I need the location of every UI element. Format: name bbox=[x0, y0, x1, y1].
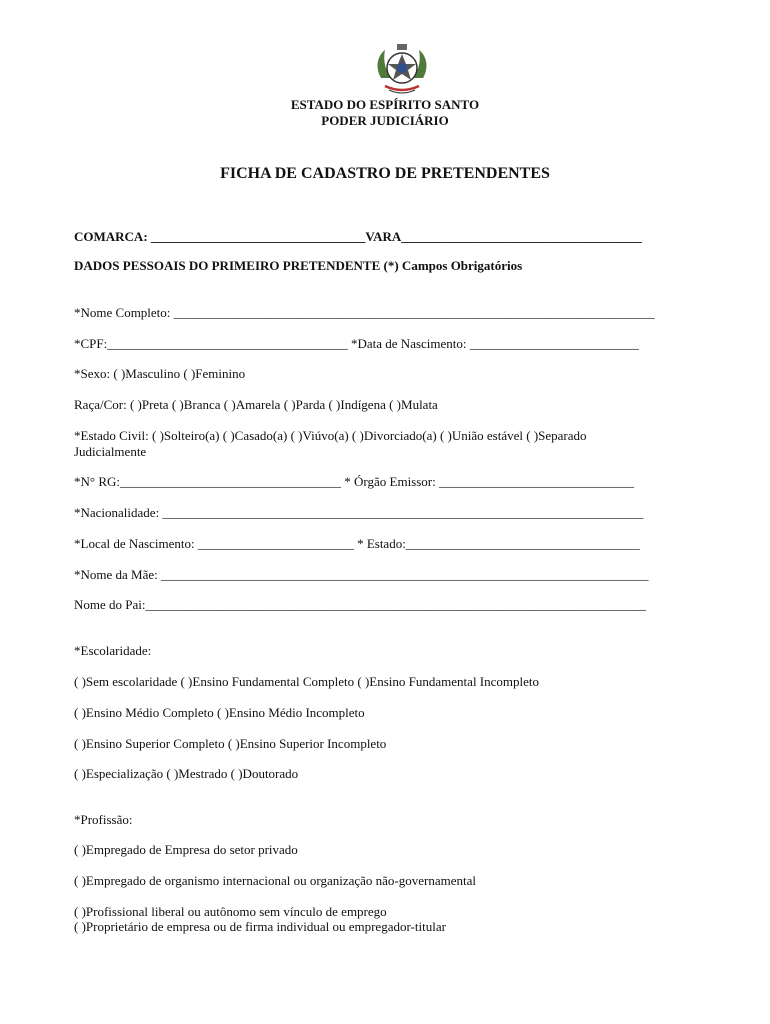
nome-pai-field: Nome do Pai:_____________________________________________________________________________ bbox=[74, 597, 646, 612]
comarca-vara-line: COMARCA: _________________________________VARA_____________________________________ bbox=[74, 229, 642, 244]
escolaridade-options-1: ( )Sem escolaridade ( )Ensino Fundamental Completo ( )Ensino Fundamental Incompleto bbox=[74, 674, 540, 689]
escolaridade-options-4: ( )Especialização ( )Mestrado ( )Doutorado bbox=[74, 766, 299, 781]
estado-civil-field: *Estado Civil: ( )Solteiro(a) ( )Casado(a) ( )Viúvo(a) ( )Divorciado(a) ( )União estável ( )Separado bbox=[74, 428, 587, 443]
state-name: ESTADO DO ESPÍRITO SANTO bbox=[290, 97, 480, 112]
judiciary-branch: PODER JUDICIÁRIO bbox=[321, 113, 449, 128]
profissao-option-3: ( )Profissional liberal ou autônomo sem vínculo de emprego bbox=[74, 904, 387, 919]
rg-orgao-field: *N° RG:__________________________________ * Órgão Emissor: ______________________________ bbox=[74, 474, 634, 489]
escolaridade-options-3: ( )Ensino Superior Completo ( )Ensino Superior Incompleto bbox=[74, 736, 387, 751]
nome-mae-field: *Nome da Mãe: ___________________________________________________________________________ bbox=[74, 567, 649, 582]
profissao-option-2: ( )Empregado de organismo internacional ou organização não-governamental bbox=[74, 873, 477, 888]
coat-of-arms-seal bbox=[373, 42, 431, 98]
sexo-field: *Sexo: ( )Masculino ( )Feminino bbox=[74, 366, 246, 381]
section-title: DADOS PESSOAIS DO PRIMEIRO PRETENDENTE (*) Campos Obrigatórios bbox=[74, 258, 523, 273]
escolaridade-options-2: ( )Ensino Médio Completo ( )Ensino Médio Incompleto bbox=[74, 705, 365, 720]
estado-civil-continued: Judicialmente bbox=[74, 444, 147, 459]
raca-cor-field: Raça/Cor: ( )Preta ( )Branca ( )Amarela ( )Parda ( )Indígena ( )Mulata bbox=[74, 397, 438, 412]
profissao-option-1: ( )Empregado de Empresa do setor privado bbox=[74, 842, 298, 857]
cpf-birthdate-field: *CPF:_____________________________________ *Data de Nascimento: __________________________ bbox=[74, 336, 639, 351]
profissao-option-4: ( )Proprietário de empresa ou de firma individual ou empregador-titular bbox=[74, 919, 446, 934]
page-title: FICHA DE CADASTRO DE PRETENDENTES bbox=[220, 165, 550, 182]
nacionalidade-field: *Nacionalidade: __________________________________________________________________________ bbox=[74, 505, 644, 520]
nome-completo-field: *Nome Completo: __________________________________________________________________________ bbox=[74, 305, 655, 320]
profissao-label: *Profissão: bbox=[74, 812, 133, 827]
local-nascimento-field: *Local de Nascimento: ________________________ * Estado:____________________________________ bbox=[74, 536, 640, 551]
escolaridade-label: *Escolaridade: bbox=[74, 643, 152, 658]
